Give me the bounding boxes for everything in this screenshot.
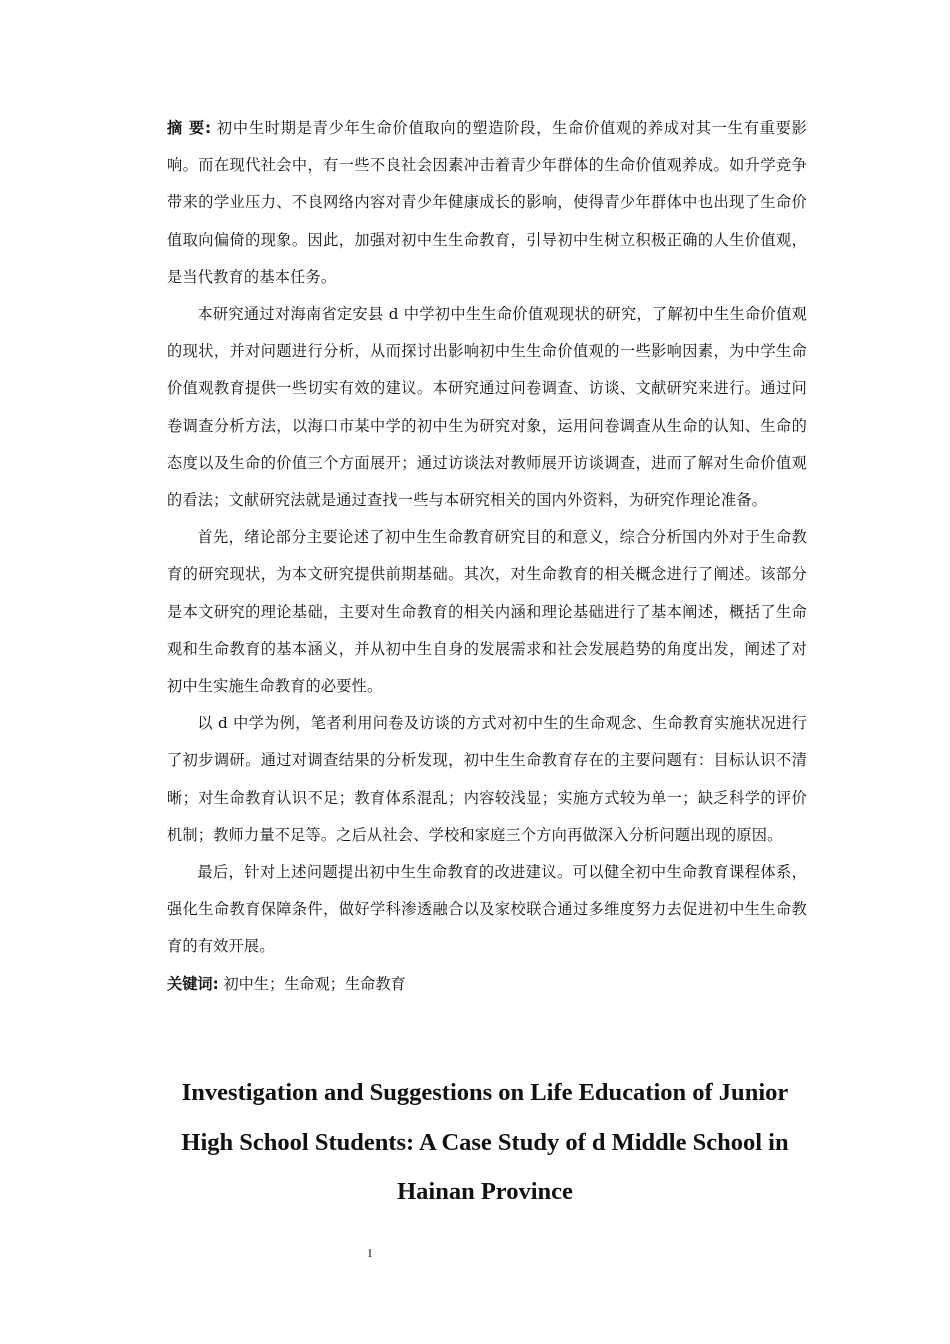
page-number: I — [368, 1246, 372, 1260]
abstract-paragraph-5: 最后，针对上述问题提出初中生生命教育的改进建议。可以健全初中生命教育课程体系，强化生命教育保障条件，做好学科渗透融合以及家校联合通过多维度努力去促进初中生生命教育的有效开展。 — [167, 863, 807, 956]
keywords-line — [167, 966, 807, 1003]
keywords-label: 关键词: — [167, 974, 219, 993]
abstract-paragraph-1 — [167, 110, 807, 296]
abstract-paragraph-2: 本研究通过对海南省定安县 d 中学初中生生命价值观现状的研究，了解初中生生命价值观的现状，并对问题进行分析，从而探讨出影响初中生生命价值观的一些影响因素，为中学生命价值观教育提供一些切实有效的建议。本研究通过问卷调查、访谈、文献研究来进行。通过问卷调查分析方法，以海口市某中学的初中生为研究对象，运用问卷调查从生命的认知、生命的态度以及生命的价值三个方面展开；通过访谈法对教师展开访谈调查，进而了解对生命价值观的看法；文献研究法就是通过查找一些与本研究相关的国内外资料，为研究作理论准备。 — [167, 305, 807, 510]
keywords-text: 初中生；生命观；生命教育 — [223, 974, 406, 993]
abstract-paragraph-4: 以 d 中学为例，笔者利用问卷及访谈的方式对初中生的生命观念、生命教育实施状况进行了初步调研。通过对调查结果的分析发现，初中生生命教育存在的主要问题有：目标认识不清晰；对生命教育认识不足；教育体系混乱；内容较浅显；实施方式较为单一；缺乏科学的评价机制；教师力量不足等。之后从社会、学校和家庭三个方向再做深入分析问题出现的原因。 — [167, 714, 807, 844]
abstract-section — [167, 110, 807, 1003]
abstract-label: 摘 要: — [167, 119, 212, 137]
abstract-text-1: 初中生时期是青少年生命价值取向的塑造阶段，生命价值观的养成对其一生有重要影响。而在现代社会中，有一些不良社会因素冲击着青少年群体的生命价值观养成。如升学竞争带来的学业压力、不良网络内容对青少年健康成长的影响，使得青少年群体中也出现了生命价值取向偏倚的现象。因此，加强对初中生生命教育，引导初中生树立积极正确的人生价值观，是当代教育的基本任务。 — [167, 119, 807, 286]
abstract-paragraph-3: 首先，绪论部分主要论述了初中生生命教育研究目的和意义，综合分析国内外对于生命教育的研究现状，为本文研究提供前期基础。其次，对生命教育的相关概念进行了阐述。该部分是本文研究的理论基础，主要对生命教育的相关内涵和理论基础进行了基本阐述，概括了生命观和生命教育的基本涵义，并从初中生自身的发展需求和社会发展趋势的角度出发，阐述了对初中生实施生命教育的必要性。 — [167, 528, 807, 696]
english-title: Investigation and Suggestions on Life Education of Junior High School Students: A Case Study of d Middle School in Hainan Province — [181, 1079, 789, 1205]
